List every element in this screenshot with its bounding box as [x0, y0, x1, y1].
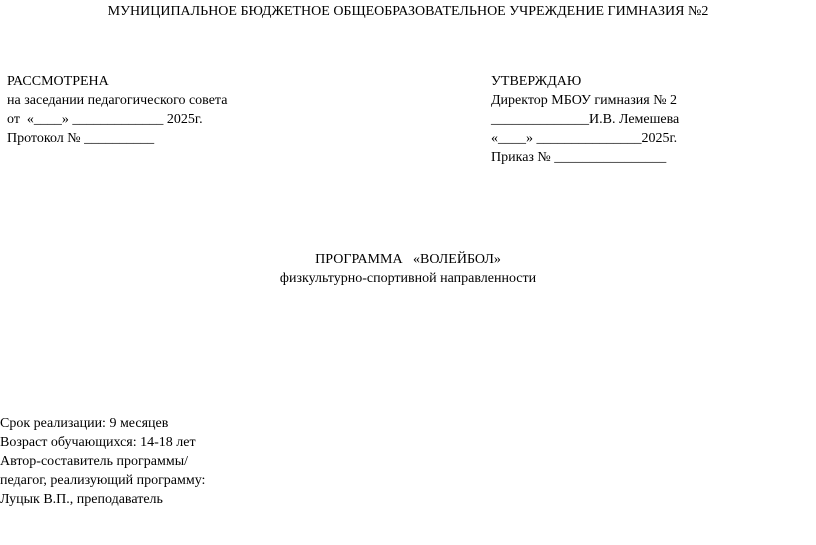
- author-name: Луцык В.П., преподаватель: [0, 492, 163, 507]
- duration-line: Срок реализации: 9 месяцев: [0, 416, 169, 431]
- director-signature-line: ______________И.В. Лемешева: [491, 112, 680, 127]
- council-date-line: от «____» _____________ 2025г.: [7, 112, 203, 127]
- director-line: Директор МБОУ гимназия № 2: [491, 93, 678, 108]
- institution-header: МУНИЦИПАЛЬНОЕ БЮДЖЕТНОЕ ОБЩЕОБРАЗОВАТЕЛЬНОЕ УЧРЕЖДЕНИЕ ГИМНАЗИЯ №2: [107, 4, 709, 19]
- program-subtitle: физкультурно-спортивной направленности: [279, 271, 537, 286]
- age-line: Возраст обучающихся: 14-18 лет: [0, 435, 196, 450]
- author-line-1: Автор-составитель программы/: [0, 454, 189, 469]
- considered-title: РАССМОТРЕНА: [7, 74, 109, 89]
- program-title: ПРОГРАММА «ВОЛЕЙБОЛ»: [315, 252, 501, 267]
- approve-title: УТВЕРЖДАЮ: [491, 74, 582, 89]
- protocol-number-line: Протокол № __________: [7, 131, 155, 146]
- council-meeting-line: на заседании педагогического совета: [7, 93, 228, 108]
- author-line-2: педагог, реализующий программу:: [0, 473, 206, 488]
- approval-date-line: «____» _______________2025г.: [491, 131, 678, 146]
- order-number-line: Приказ № ________________: [491, 150, 667, 165]
